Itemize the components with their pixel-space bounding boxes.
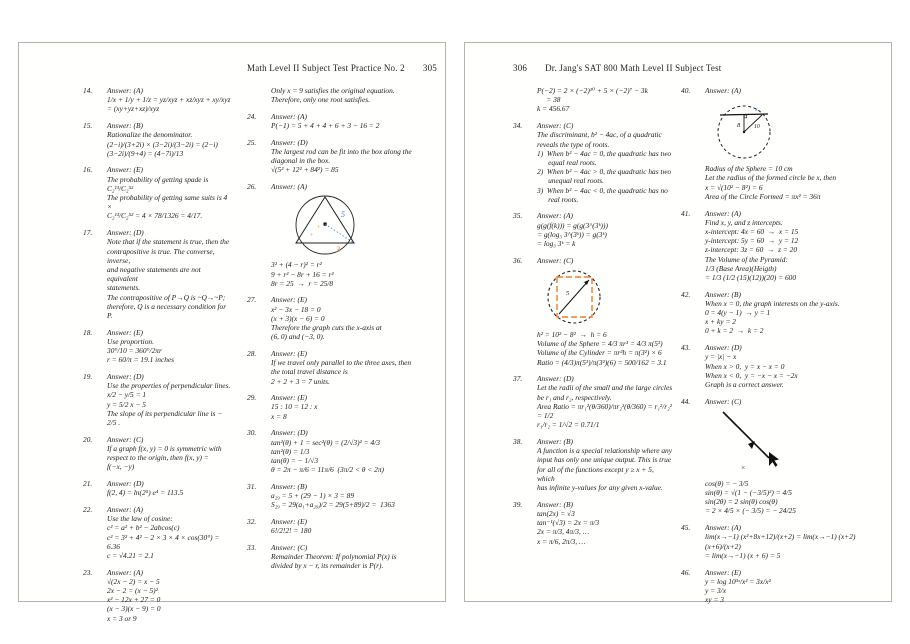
item-body (537, 211, 673, 248)
answer-line: x² − 12x + 27 = 0 (107, 595, 161, 605)
answer-line: Therefore the graph cuts the x-axis at (271, 323, 382, 333)
continuation-block (513, 86, 673, 114)
answer-item (83, 121, 233, 158)
answer-line: Remainder Theorem: If polynomial P(x) is (271, 552, 397, 562)
answer-line: reveals the type of roots. (537, 139, 610, 149)
answer-line: 30°/10 = 360°/2πr (107, 346, 162, 356)
answer-line: (x − 3)(x − 9) = 0 (107, 604, 161, 614)
answer-line: The discriminant, b² − 4ac, of a quadratic (537, 130, 662, 140)
item-number: 23. (83, 567, 93, 577)
answer-item (247, 349, 429, 386)
answer-line: Note that if the statement is true, then the (107, 237, 230, 247)
answer-line: C₂¹³/C₂⁵² = 4 × 78/1326 = 4/17. (107, 211, 203, 221)
item-body (705, 209, 867, 283)
item-number: 16. (83, 165, 93, 175)
answers-content (19, 86, 445, 630)
answer-line: Therefore, only one root satisfies. (271, 95, 370, 105)
answer-line: Ratio = (4/3)π(5³)/π(3²)(6) = 500/162 = 3.1 (537, 357, 667, 367)
answer-line: = 2 × 4/5 × (− 3/5) = − 24/25 (705, 506, 796, 516)
answer-item (681, 568, 867, 605)
answer-item (681, 290, 867, 336)
item-body (271, 112, 429, 130)
answer-line: Answer: (E) (271, 295, 307, 305)
answer-line: 2x − 2 = (x − 5)² (107, 586, 158, 596)
answer-item (681, 523, 867, 560)
item-body (107, 435, 233, 472)
figure-slant-line (711, 408, 867, 476)
answer-item (513, 256, 673, 367)
answer-item (83, 568, 233, 623)
answer-line: Answer: (B) (537, 499, 573, 509)
answer-line: The contrapositive of P→Q is ~Q→~P; (107, 292, 226, 302)
answer-line: y-intercept: 5y = 60 → y = 12 (705, 236, 799, 246)
answer-line: Volume of the Cylinder = πr²h = π(3²) × 6 (537, 348, 662, 358)
item-number: 33. (247, 542, 257, 552)
answer-line: Area Ratio = πr₁²(θ/360)/πr₂²(θ/360) = r₁²/r₂² = 1/2 (537, 401, 674, 421)
item-body (271, 138, 429, 175)
answer-line: Answer: (B) (705, 289, 741, 299)
answer-item (513, 121, 673, 204)
item-body (271, 86, 429, 104)
answer-line: y = 5/2 x − 5 (107, 399, 146, 409)
item-number: 39. (513, 499, 523, 509)
answer-line: 15 : 10 = 12 : x (271, 402, 318, 412)
item-number: 43. (681, 343, 691, 353)
item-number: 19. (83, 371, 93, 381)
answer-line: tan⁻¹(√3) = 2x = π/3 (537, 518, 600, 528)
item-body (107, 228, 233, 320)
answer-line: statements. (107, 283, 141, 293)
answer-item (247, 482, 429, 510)
answer-line: 8r = 25 → r = 25/8 (271, 278, 334, 288)
answer-line: 9 + r² − 8r + 16 = r² (271, 269, 334, 279)
answer-line: √(2x − 2) = x − 5 (107, 576, 160, 586)
answer-line: x² − 3x − 18 = 0 (271, 304, 321, 314)
item-body (705, 568, 867, 605)
figure-cylinder-in-sphere (543, 267, 673, 327)
answer-line: a₂₉ = 5 + (29 − 1) × 3 = 89 (271, 491, 355, 501)
item-body (107, 328, 233, 365)
answer-line: P(−1) = 5 + 4 + 4 + 6 + 3 − 16 = 2 (271, 121, 380, 131)
item-body (271, 349, 429, 386)
answer-line: P(−2) = 2 × (−2)¹⁰ + 5 × (−2)⁷ − 3k (537, 86, 648, 95)
answer-line: c² = a² + b² − 2abcos(c) (107, 523, 180, 533)
answer-line: 2) When b² − 4ac > 0, the quadratic has two (537, 167, 672, 177)
item-number: 44. (681, 396, 691, 406)
answer-line: Answer: (D) (705, 343, 742, 353)
answer-item (83, 86, 233, 114)
item-number: 30. (247, 428, 257, 438)
answer-line: y = |x| − x (705, 352, 737, 362)
answer-line: = g(log₃ 3^(3ᵏ)) = g(3ᵏ) (537, 229, 607, 239)
answer-item (83, 505, 233, 560)
answer-item (247, 543, 429, 571)
answer-line: equal real roots. (537, 157, 597, 167)
item-number: 18. (83, 327, 93, 337)
answer-line: 3) When b² − 4ac < 0, the quadratic has no (537, 185, 668, 195)
answer-line: Answer: (A) (705, 208, 741, 218)
answer-item (83, 372, 233, 427)
answers-content (465, 86, 891, 612)
item-body (271, 295, 429, 341)
answer-line: real roots. (537, 194, 579, 204)
answer-line: Answer: (A) (107, 504, 143, 514)
svg-text:10: 10 (754, 124, 760, 131)
answer-item (247, 182, 429, 288)
answer-line: tan(θ) = − 1/√3 (271, 455, 319, 465)
answer-line: lim(x→−1) (x²+8x+12)/(x+2) = lim(x→−1) (x+2)(x+6)/(x+2) (705, 532, 856, 551)
answers-column-1 (83, 86, 233, 630)
page-title: Math Level II Subject Test Practice No. 2 (247, 63, 405, 73)
answer-line: cos(θ) = − 3/5 (705, 478, 749, 488)
answer-line: r₁/r₂ = 1/√2 = 0.71/1 (537, 420, 600, 430)
item-body (537, 500, 673, 546)
item-body (271, 428, 429, 474)
item-body (107, 165, 233, 220)
answer-line: When x = 0, the graph interests on the y-axis. (705, 298, 840, 308)
item-number: 27. (247, 295, 257, 305)
answer-line: Answer: (C) (271, 542, 308, 552)
answer-line: Answer: (E) (271, 517, 307, 526)
answer-line: x = 8 (271, 411, 287, 421)
answer-line: The Volume of the Pyramid: (705, 254, 788, 264)
item-body (107, 479, 233, 497)
answer-line: y = log 10³ˣ/x² = 3x/x² (705, 576, 771, 586)
answer-line: Answer: (A) (705, 523, 741, 533)
item-number: 38. (513, 436, 523, 446)
answer-line: The probability of getting spade is C₂¹³/C₂⁵² (107, 174, 211, 193)
item-body (107, 568, 233, 623)
answer-line: Answer: (C) (537, 255, 574, 265)
answer-line: √(5² + 12² + 84²) = 85 (271, 165, 339, 175)
item-number: 37. (513, 374, 523, 384)
answer-item (83, 165, 233, 220)
item-body (705, 343, 867, 389)
answer-line: x/2 − y/5 = 1 (107, 390, 147, 400)
item-number: 41. (681, 208, 691, 218)
answer-item (681, 397, 867, 516)
answer-line: tan²(θ) + 1 = sec²(θ) = (2/√3)² = 4/3 (271, 437, 380, 447)
answers-column-2 (247, 86, 429, 630)
answer-item (83, 328, 233, 365)
answer-line: x = 3 or 9 (107, 613, 137, 623)
answer-line: When x > 0, y = x − x = 0 (705, 361, 785, 371)
item-number: 15. (83, 121, 93, 131)
answer-line: Radius of the Sphere = 10 cm (705, 164, 793, 174)
item-number: 24. (247, 111, 257, 121)
answer-line: Let the radii of the small and the large circles (537, 383, 673, 393)
answer-line: Answer: (D) (271, 428, 308, 438)
answer-line: c² = 3² + 4² − 2 × 3 × 4 × cos(30°) = 6.36 (107, 532, 222, 551)
svg-text:×: × (741, 462, 746, 472)
answer-line: k = 456.67 (537, 104, 570, 114)
answer-line: therefore, Q is a necessary condition for P. (107, 301, 228, 320)
item-number: 31. (247, 481, 257, 491)
answer-line: The probability of getting same suits is 4 × (107, 193, 230, 212)
answer-line: xy = 3 (705, 595, 724, 605)
page-number: 306 (513, 63, 528, 73)
item-number: 21. (83, 479, 93, 489)
item-number (513, 86, 537, 114)
answer-item (247, 295, 429, 341)
item-body (107, 86, 233, 114)
item-number: 35. (513, 211, 523, 221)
item-body (271, 182, 429, 288)
item-body (271, 393, 429, 421)
answer-line: r = 60/π = 19.1 inches (107, 355, 175, 365)
answer-line: (2−i)/(3+2i) × (3−2i)/(3−2i) = (2−i)(3−2i)/(9+4) = (4−7i)/13 (107, 139, 218, 158)
answer-line: be r₁ and r₂, respectively. (537, 392, 612, 402)
answer-item (513, 211, 673, 248)
item-number: 42. (681, 289, 691, 299)
item-number: 28. (247, 348, 257, 358)
answer-line: 1/3 (Base Area)(Heigth) (705, 263, 777, 273)
item-number (247, 86, 271, 104)
answer-line: 1/x + 1/y + 1/z = yz/xyz + xz/xyz + xy/xyz = (xy+yz+xz)/xyz (107, 95, 233, 114)
answer-item (513, 437, 673, 492)
answer-line: Use proportion. (107, 336, 154, 346)
answer-line: unequal real roots. (537, 176, 604, 186)
answer-line: Answer: (A) (537, 211, 573, 221)
answer-item (247, 112, 429, 130)
answer-line: Answer: (A) (107, 567, 143, 577)
answer-line: Rationalize the denominator. (107, 130, 193, 140)
answer-line: (x + 3)(x − 6) = 0 (271, 313, 325, 323)
item-body (107, 505, 233, 560)
answer-item (681, 86, 867, 201)
answer-line: If a graph f(x, y) = 0 is symmetric with (107, 443, 222, 453)
continuation-block (247, 86, 429, 104)
page-number: 305 (422, 63, 437, 73)
svg-text:+: + (317, 225, 321, 232)
item-number: 40. (681, 86, 691, 95)
answer-line: Find x, y, and z intercepts. (705, 217, 783, 227)
item-body (537, 374, 673, 429)
answer-line: 2x = π/3, 4π/3, … (537, 527, 590, 537)
answer-item (247, 517, 429, 535)
answer-line: 6!/2!2! = 180 (271, 526, 312, 536)
answers-column-2 (681, 86, 867, 612)
answer-line: input has only one unique output. This is true (537, 455, 672, 465)
answer-line: Answer: (E) (271, 393, 307, 403)
answer-line: Graph is a correct answer. (705, 379, 784, 389)
answer-line: and negative statements are not equivalent (107, 264, 203, 284)
answer-line: x = √(10² − 8²) = 6 (705, 182, 763, 192)
answer-line: h² = 10² − 8² → h = 6 (537, 329, 607, 339)
item-body (271, 543, 429, 571)
answer-line: Answer: (D) (107, 479, 144, 489)
item-number: 32. (247, 517, 257, 526)
answer-line: Answer: (E) (271, 348, 307, 358)
answer-line: sin(2θ) = 2 sin(θ) cos(θ) (705, 497, 778, 507)
answer-line: When x < 0, y = −x − x = −2x (705, 370, 798, 380)
answer-line: x + ky = 2 (705, 317, 736, 327)
answer-line: y = 3/x (705, 585, 726, 595)
item-body (705, 86, 867, 201)
answer-line: Answer: (D) (271, 137, 308, 147)
answer-line: f(−x, −y) (107, 462, 135, 472)
item-number: 14. (83, 86, 93, 95)
item-number: 45. (681, 523, 691, 533)
svg-text:5: 5 (341, 210, 345, 220)
answer-line: diagonal in the box. (271, 156, 331, 166)
page-header (465, 43, 891, 73)
svg-text:x: x (755, 106, 758, 114)
svg-text:3: 3 (336, 245, 340, 255)
svg-text:5: 5 (566, 289, 570, 297)
answer-line: Use the properties of perpendicular lines. (107, 381, 231, 391)
answer-line: contrapositive is true. The converse, inverse, (107, 246, 217, 265)
item-number: 17. (83, 228, 93, 238)
item-body (537, 256, 673, 367)
item-number: 22. (83, 504, 93, 514)
answer-line: Answer: (C) (705, 396, 742, 406)
answer-line: = 1/3 (1/2 (15)(12))(20) = 600 (705, 272, 797, 282)
answer-line: Answer: (A) (271, 111, 307, 121)
answer-item (513, 374, 673, 429)
answer-line: Use the law of cosine: (107, 514, 173, 524)
answer-line: Answer: (E) (107, 165, 143, 175)
answer-item (247, 138, 429, 175)
figure-sphere-chord (711, 97, 867, 161)
answer-line: Answer: (A) (107, 86, 143, 95)
page-title: Dr. Jang's SAT 800 Math Level II Subject Test (545, 63, 722, 73)
answer-line: Volume of the Sphere = 4/3 πr³ = 4/3 π(5³) (537, 339, 663, 349)
answer-line: Answer: (B) (271, 481, 307, 491)
answer-line: the total travel distance is (271, 367, 348, 377)
answer-item (513, 500, 673, 546)
item-body (107, 372, 233, 427)
answer-line: Answer: (B) (537, 436, 573, 446)
answer-line: Answer: (D) (537, 374, 574, 384)
answer-line: A function is a special relationship where any (537, 446, 673, 456)
answer-item (83, 479, 233, 497)
answer-line: The slope of its perpendicular line is − 2/5 . (107, 408, 225, 427)
item-number: 46. (681, 567, 691, 577)
answer-line: respect to the origin, then f(x, y) = (107, 453, 209, 463)
answer-line: Answer: (D) (107, 228, 144, 238)
answer-line: S₂₉ = 29(a₁+a₂₉)/2 = 29(5+89)/2 = 1363 (271, 500, 395, 510)
answer-line: x = π/6, 2π/3, … (537, 536, 586, 546)
item-number: 29. (247, 393, 257, 403)
item-number: 25. (247, 137, 257, 147)
answer-line: c = √4.21 = 2.1 (107, 550, 154, 560)
left-page (18, 42, 446, 623)
answer-line: x-intercept: 4x = 60 → x = 15 (705, 226, 799, 236)
answer-line: tan²(θ) = 1/3 (271, 446, 310, 456)
answer-item (83, 228, 233, 320)
answer-line: Answer: (C) (107, 434, 144, 444)
answer-line: Let the radius of the formed circle be x, then (705, 173, 837, 183)
item-body (705, 523, 867, 560)
item-body (271, 482, 429, 510)
answer-item (83, 435, 233, 472)
item-number: 36. (513, 255, 523, 265)
answer-line: divided by x − r, its remainder is P(r). (271, 561, 384, 571)
answer-line: 2 + 2 + 3 = 7 units. (271, 376, 330, 386)
answer-line: g(g(f(k))) = g(g(3^(3ᵏ))) (537, 220, 608, 230)
answer-item (247, 393, 429, 421)
answer-line: 0 = 4(y − 1) → y = 1 (705, 308, 771, 318)
item-body (537, 437, 673, 492)
item-body (537, 121, 673, 204)
figure-inscribed-triangle (277, 193, 429, 257)
item-number: 20. (83, 434, 93, 444)
item-body (271, 517, 429, 535)
answer-line: z-intercept: 3z = 60 → z = 20 (705, 245, 798, 255)
item-number: 34. (513, 121, 523, 131)
answer-line: θ = 2π − π/6 = 11π/6 (3π/2 < θ < 2π) (271, 465, 384, 475)
answer-item (681, 209, 867, 283)
item-body (537, 86, 673, 114)
answer-line: 1) When b² − 4ac = 0, the quadratic has two (537, 148, 672, 158)
answer-line: for all of the functions except y ≥ x + 5, which (537, 464, 656, 483)
page-header (19, 43, 445, 73)
svg-text:+: + (310, 233, 314, 240)
answer-line: Answer: (E) (705, 567, 741, 577)
item-body (705, 290, 867, 336)
answer-line: has infinite y-values for any given x-value. (537, 483, 663, 492)
answer-line: If we travel only parallel to the three axes, then (271, 358, 412, 368)
answer-line: Answer: (D) (107, 371, 144, 381)
right-page (464, 42, 892, 605)
item-body (107, 121, 233, 158)
answer-line: = log₃ 3ᵏ = k (537, 239, 576, 249)
item-number: 26. (247, 182, 257, 192)
answer-line: = 38 (537, 95, 561, 105)
answer-line: = lim(x→−1) (x + 6) = 5 (705, 550, 781, 560)
answer-line: Area of the Circle Formed = πx² = 36π (705, 191, 821, 201)
answer-line: Answer: (E) (107, 327, 143, 337)
answer-line: Answer: (C) (537, 121, 574, 131)
answer-item (247, 428, 429, 474)
answer-line: Answer: (B) (107, 121, 143, 131)
svg-text:8: 8 (737, 122, 741, 130)
answer-line: Answer: (A) (271, 182, 307, 192)
answer-item (681, 343, 867, 389)
answer-line: Only x = 9 satisfies the original equation. (271, 86, 395, 95)
answer-line: 3² + (4 − r)² = r² (271, 260, 322, 270)
answer-line: (6, 0) and (−3, 0). (271, 332, 325, 342)
answer-line: The largest rod can be fit into the box along the (271, 147, 412, 157)
item-body (705, 397, 867, 516)
answer-line: f(2, 4) = ln(2⁵) e⁴ = 113.5 (107, 488, 184, 498)
answer-line: tan(2x) = √3 (537, 508, 575, 518)
answers-column-1 (513, 86, 673, 612)
answer-line: 0 + k = 2 → k = 2 (705, 326, 764, 336)
answer-line: Answer: (A) (705, 86, 741, 95)
answer-line: sin(θ) = √(1 − (−3/5)²) = 4/5 (705, 488, 792, 498)
